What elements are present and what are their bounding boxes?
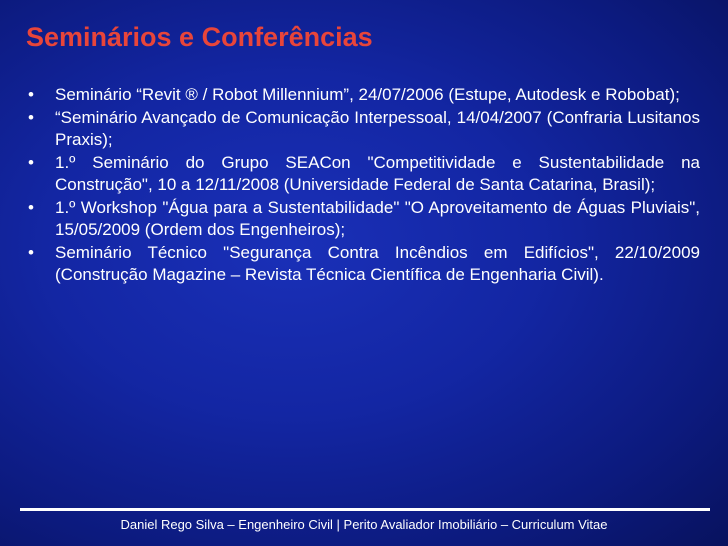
list-item-text: 1.º Seminário do Grupo SEACon "Competitividade e Sustentabilidade na Construção", 10 a 12/11/2008 (Universidade Federal de Santa Catarina, Brasil);: [55, 152, 700, 194]
bullet-icon: •: [28, 152, 34, 172]
list-item-text: Seminário “Revit ® / Robot Millennium”, 24/07/2006 (Estupe, Autodesk e Robobat);: [55, 85, 680, 104]
bullet-list: [28, 84, 700, 287]
list-item: [28, 84, 700, 107]
list-item-text: 1.º Workshop "Água para a Sustentabilidade" "O Aproveitamento de Águas Pluviais", 15/05/2009 (Ordem dos Engenheiros);: [55, 197, 700, 239]
list-item: [28, 107, 700, 152]
bullet-icon: •: [28, 197, 34, 217]
list-item: [28, 152, 700, 197]
slide-title: Seminários e Conferências: [26, 22, 373, 52]
bullet-icon: •: [28, 85, 34, 104]
footer-text: Daniel Rego Silva – Engenheiro Civil | Perito Avaliador Imobiliário – Curriculum Vitae: [120, 517, 608, 532]
list-item-text: “Seminário Avançado de Comunicação Interpessoal, 14/04/2007 (Confraria Lusitanos Praxis);: [55, 107, 700, 149]
list-item: [28, 242, 700, 287]
list-item-text: Seminário Técnico "Segurança Contra Incêndios em Edifícios", 22/10/2009 (Construção Magazine – Revista Técnica Científica de Engenharia Civil).: [55, 242, 700, 284]
list-item: [28, 197, 700, 242]
bullet-icon: •: [28, 107, 34, 127]
bullet-icon: •: [28, 242, 34, 262]
footer-divider: [20, 508, 710, 511]
